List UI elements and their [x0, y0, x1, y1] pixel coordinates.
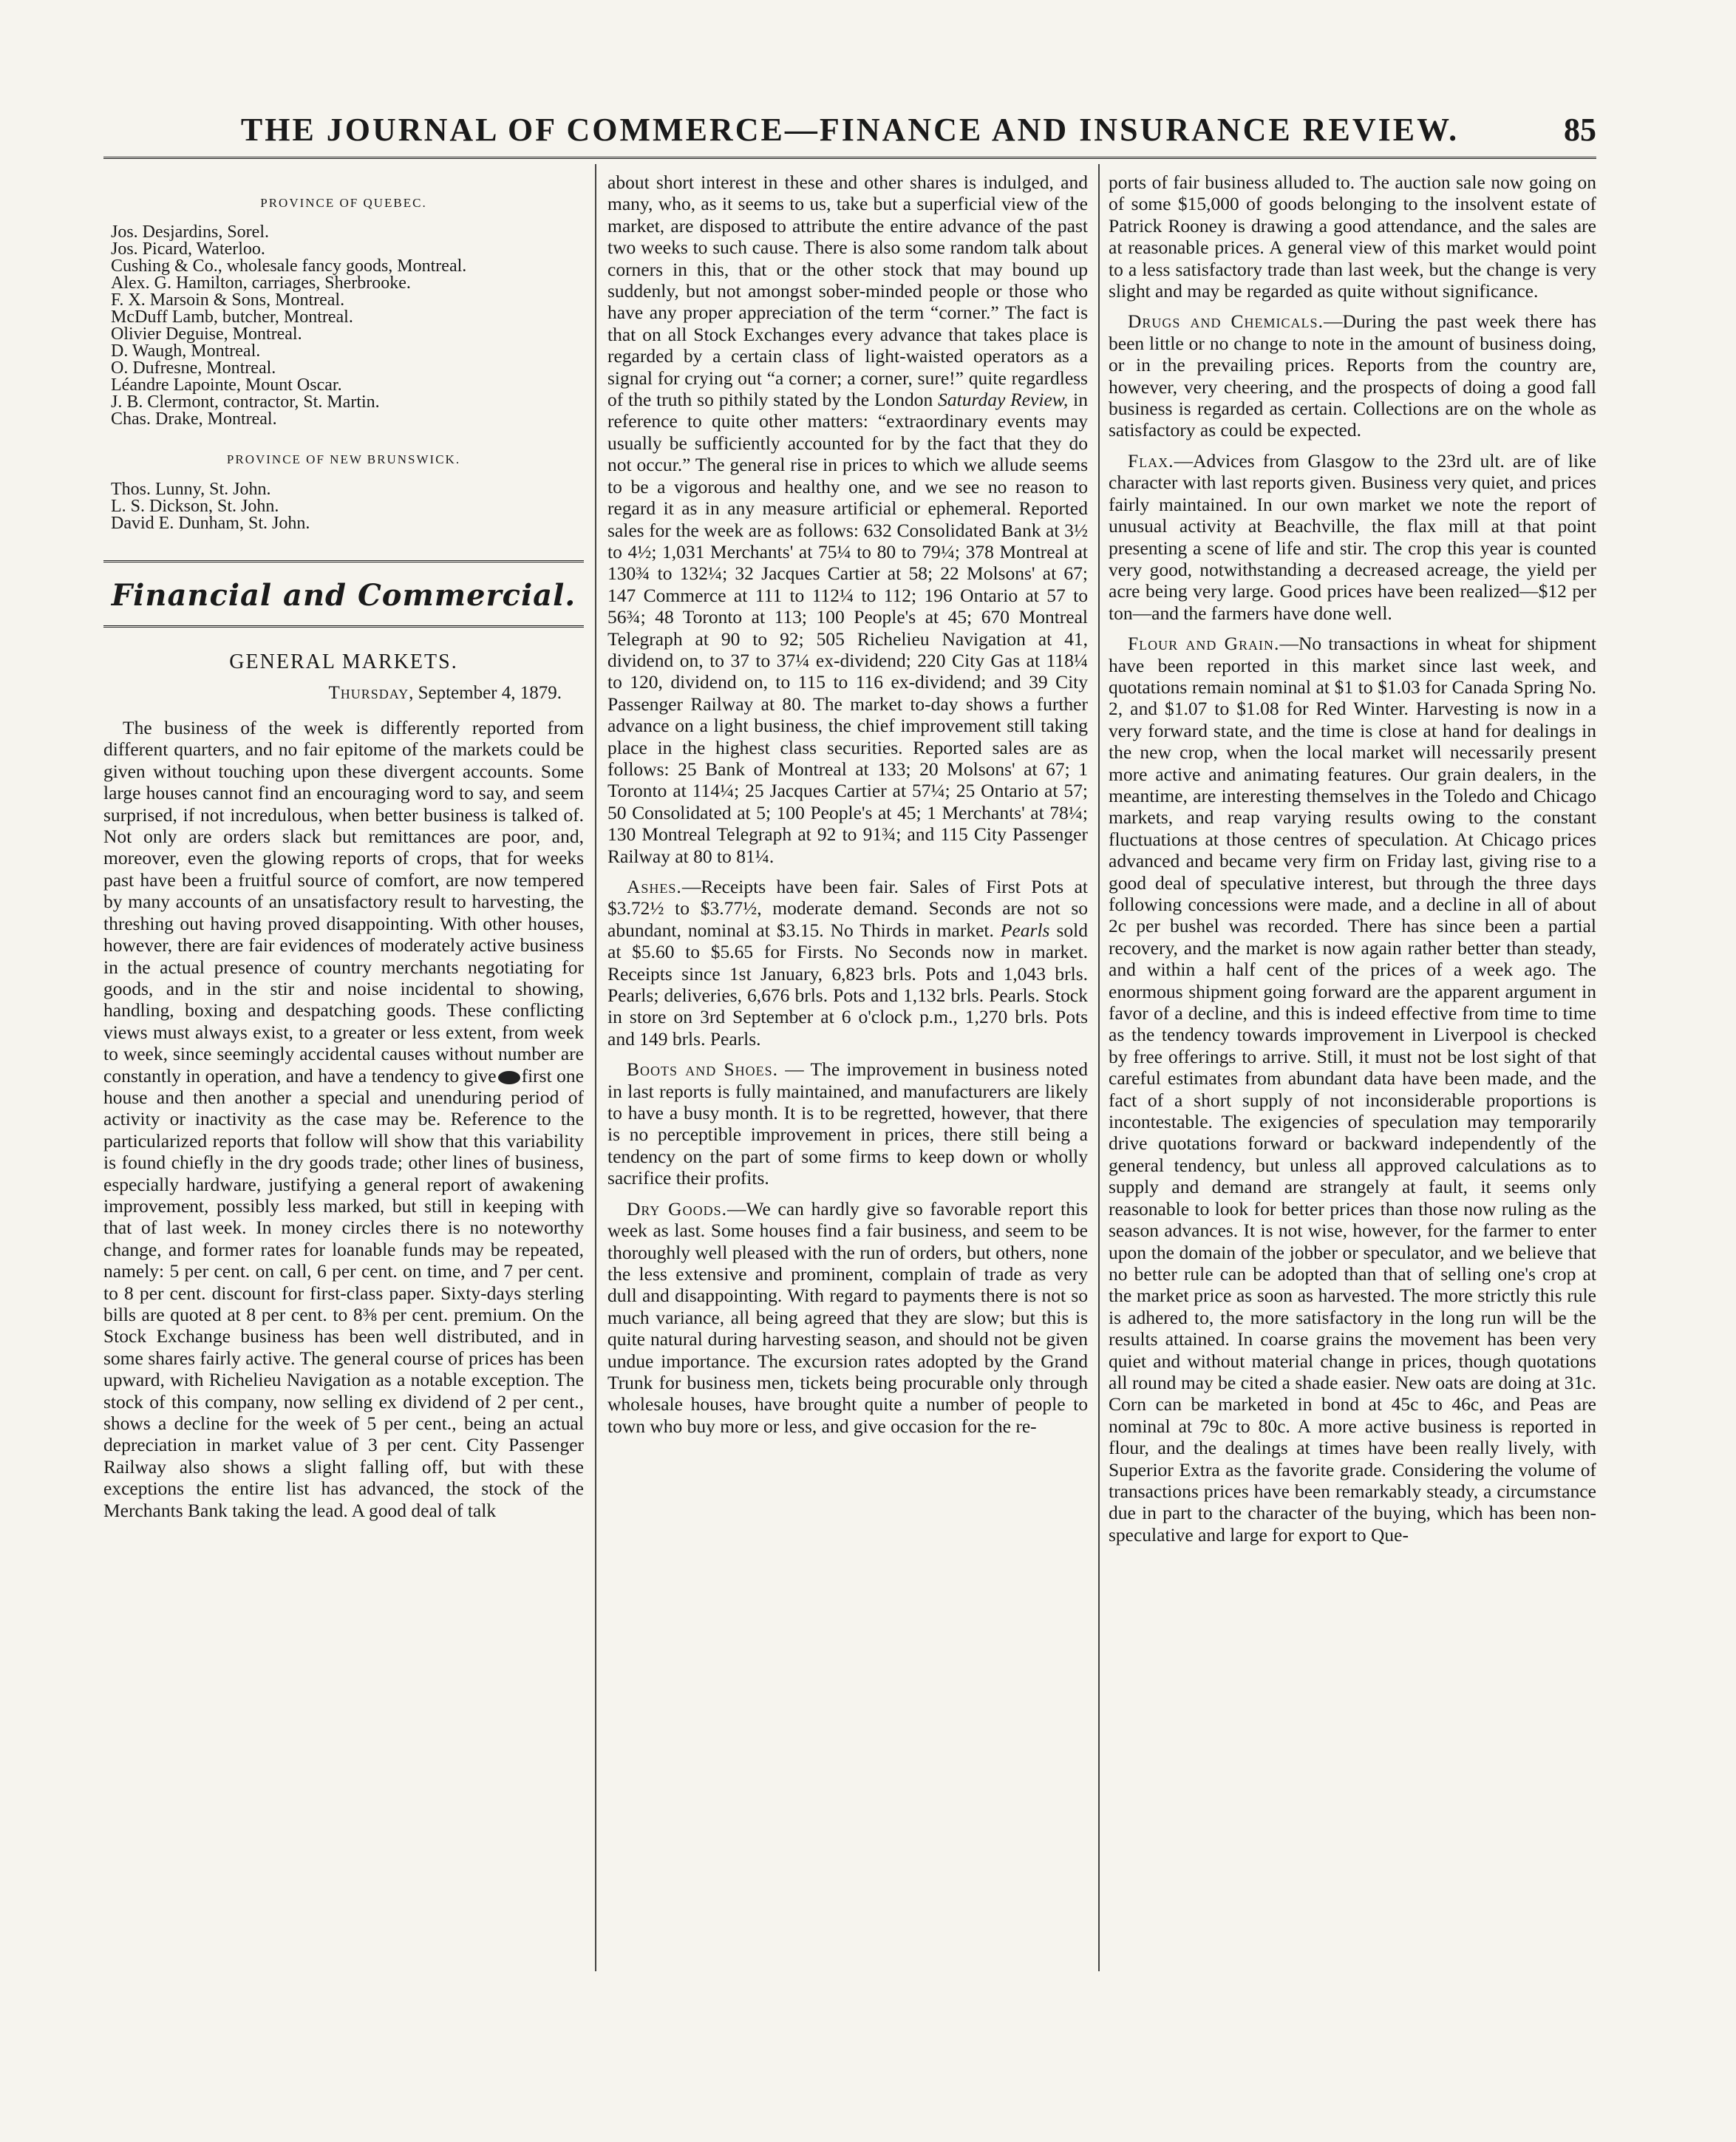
list-item: McDuff Lamb, butcher, Montreal. — [111, 307, 353, 327]
column-divider — [1098, 164, 1100, 1971]
list-item: Cushing & Co., wholesale fancy goods, Montreal. — [111, 256, 467, 276]
column-1 — [103, 171, 584, 1975]
paragraph-text: in reference to quite other matters: “extraordinary events may usually be sufficiently accounted for by the fact that they do not occur.” The general rise in prices to which we allude seems to be a vigorous and healthy one, and we see no reason to regard it as in any measure artificial or ephemeral. Reported sales for the week are as follows: 632 Consolidated Bank at 3½ to 4½; 1,031 Merchants' at 75¼ to 80 to 79¼; 378 Montreal at 130¾ to 132¼; 32 Jacques Cartier at 58; 22 Molsons' at 67; 147 Commerce at 111 to 112¼ to 112; 196 Ontario at 57 to 56¾; 48 Toronto at 113; 100 People's at 45; 670 Montreal Telegraph at 90 to 92; 505 Richelieu Navigation at 41, dividend on, to 37 to 37¼ ex-dividend; 220 City Gas at 118¼ to 120, dividend on, to 115 to 116 ex-dividend; and 39 City Passenger Railway at 80. The market to-day shows a further advance on a light business, the chief improvement still taking place in the highest class securities. Reported sales are as follows: 25 Bank of Montreal at 133; 20 Molsons' at 67; 1 Toronto at 114¼; 25 Jacques Cartier at 57¼; 25 Ontario at 57; 50 Consolidated at 5; 100 People's at 45; 1 Merchants' at 78¼; 130 Montreal Telegraph at 92 to 91¾; and 115 City Passenger Railway at 80 to 81¼. — [607, 389, 1088, 867]
report-heading: Flax. — [1128, 449, 1174, 472]
paragraph-text: sold at $5.60 to $5.65 for Firsts. No Seconds now in market. Receipts since 1st January, 6,823 brls. Pots and 1,043 brls. Pearls; deliveries, 6,676 brls. Pots and 1,132 brls. Pearls. Stock in store on 3rd September at 6 o'clock p.m., 1,270 brls. Pots and 149 brls. Pearls. — [607, 919, 1088, 1050]
dateline — [103, 682, 584, 704]
paragraph-text: about short interest in these and other shares is indulged, and many, who, as it seems to us, take but a superficial view of the market, are disposed to attribute the entire advance of the past two weeks to such cause. There is also some random talk about corners in this, that or the other stock that may bound up suddenly, but not amongst sober-minded people or those who have any proper appreciation of the term “corner.” The fact is that on all Stock Exchanges every advance that takes place is regarded by a certain class of light-waisted operators as a signal for crying out “a corner; a corner, sure!” quite regardless of the truth so pithily stated by the London — [607, 171, 1088, 411]
page-number: 85 — [1564, 112, 1596, 148]
province-heading-new-brunswick: PROVINCE OF NEW BRUNSWICK. — [226, 452, 461, 467]
list-item: David E. Dunham, St. John. — [111, 513, 310, 533]
ink-blot-mark — [498, 1071, 520, 1084]
paragraph-text: —No transactions in wheat for shipment have been reported in this market since last week, and quotations remain nominal at $1 to $1.03 for Canada Spring No. 2, and $1.07 to $1.08 for Red Winter. Harvesting is now in a very forward state, and the time is close at hand for dealings in the new crop, when the local market will necessarily present more active and animating features. Our grain dealers, in the meantime, are interesting themselves in the Toledo and Chicago markets, and reap varying results owing to the constant fluctuations at those centres of speculation. At Chicago prices advanced and became very firm on Friday last, giving rise to a good deal of speculative interest, but through the three days following concessions were made, and a decline in all of about 2c per bushel was recorded. There has since been a partial recovery, and the market is now again rather better than steady, and within a half cent of the prices of a week ago. The enormous shipment going forward are the apparent argument in favor of a decline, and this is indeed effective from time to time as the tendency towards improvement in Liverpool is checked by free offerings to arrive. Still, it must not be lost sight of that careful estimates from abundant data have been made, and the fact of a short supply of not inconsiderable proportions is incontestable. The exigencies of speculation may temporarily drive quotations forward or backward independently of the general tendency, but unless all approved calculations as to supply and demand are strangely at fault, it seems only reasonable to look for better prices than those now ruling as the season advances. It is not wise, however, for the farmer to enter upon the domain of the jobber or speculator, and we believe that no better rule can be adopted than that of selling one's crop at the market price as soon as harvested. The more strictly this rule is adhered to, the more satisfactory in the long run will be the results attained. In coarse grains the movement has been very quiet and without material change in prices, though quotations all round may be cited a shade easier. New oats are doing at 31c. Corn can be marketed in bond at 45c to 46c, and Peas are nominal at 79c to 80c. A more active business is reported in flour, and the dealings at times have been really lively, with Superior Extra as the favorite grade. Considering the volume of transactions prices have been remarkably steady, a circumstance due in part to the character of the buying, which has been non-speculative and large for export to Que- — [1109, 633, 1596, 1546]
article-paragraph — [607, 171, 1088, 867]
report-heading: Boots and Shoes. — [627, 1058, 779, 1081]
list-item: Chas. Drake, Montreal. — [111, 409, 277, 429]
insolvent-list-quebec — [111, 224, 584, 428]
insolvent-list-new-brunswick — [111, 481, 584, 532]
market-report-flax — [1109, 450, 1596, 624]
report-heading: Drugs and Chemicals. — [1128, 310, 1324, 333]
article-paragraph: ports of fair business alluded to. The auction sale now going on of some $15,000 of goods belonging to the insolvent estate of Patrick Rooney is drawing a good attendance, and the sales are at reasonable prices. A general view of this market would point to a less satisfactory trade than last week, but the change is very slight and may be regarded as quite without significance. — [1109, 171, 1596, 302]
list-item: O. Dufresne, Montreal. — [111, 358, 276, 378]
list-item: J. B. Clermont, contractor, St. Martin. — [111, 392, 380, 412]
column-divider — [595, 164, 596, 1971]
column-3 — [1109, 171, 1596, 1975]
report-heading: Flour and Grain. — [1128, 633, 1280, 655]
dateline-day: Thursday — [328, 682, 409, 703]
paragraph-text: The business of the week is differently reported from different quarters, and no fair epitome of the markets could be given without touching upon these divergent accounts. Some large houses cannot find an encouraging word to say, and seem surprised, if not incredulous, when better business is talked of. Not only are orders slack but remittances are poor, and, moreover, even the glowing reports of crops, that for weeks past have been a fruitful source of comfort, are now tempered by many accounts of an unsatisfactory result to harvesting, the threshing out having proved disappointing. With other houses, however, there are fair evidences of moderately active business in the actual presence of country merchants negotiating for goods, and in the stir and noise incidental to showing, handling, boxing and despatching goods. These conflicting views must always exist, to a greater or less extent, from week to week, since seemingly accidental causes without number are constantly in operation, and have a tendency to give — [103, 717, 584, 1087]
header-rule — [103, 157, 1596, 159]
list-item: F. X. Marsoin & Sons, Montreal. — [111, 290, 345, 310]
paragraph-italic: Pearls — [1000, 919, 1050, 941]
paragraph-text: —Receipts have been fair. Sales of First Pots at $3.72½ to $3.77½, moderate demand. Seconds are not so abundant, nominal at $3.15. No Thirds in market. — [607, 876, 1088, 941]
market-report-flour-and-grain — [1109, 633, 1596, 1546]
province-heading-quebec: PROVINCE OF QUEBEC. — [260, 196, 427, 210]
paragraph-text: —We can hardly give so favorable report this week as last. Some houses find a fair business, and seem to be thoroughly well pleased with the run of orders, but others, none the less extensive and prominent, complain of trade as very dull and disappointing. With regard to payments there is not so much variance, all being agreed that they are slow; but this is quite natural during harvesting season, and should not be given undue importance. The excursion rates adopted by the Grand Trunk for business men, tickets being procurable only through wholesale houses, have brought quite a number of people to town who buy more or less, and give occasion for the re- — [607, 1197, 1088, 1437]
publication-title: Saturday Review, — [938, 389, 1069, 411]
list-item: Jos. Picard, Waterloo. — [111, 239, 265, 259]
article-paragraph — [103, 717, 584, 1521]
list-item: Jos. Desjardins, Sorel. — [111, 222, 269, 242]
market-report-ashes — [607, 876, 1088, 1050]
list-item: Olivier Deguise, Montreal. — [111, 324, 302, 344]
report-heading: Ashes. — [627, 876, 682, 897]
paragraph-text: — The improvement in business noted in last reports is fully maintained, and manufacturers are likely to have a busy month. It is to be regretted, however, that there is no perceptible improvement in prices, there still being a tendency on the part of some firms to keep down or wholly sacrifice their profits. — [607, 1058, 1088, 1189]
market-report-boots-and-shoes — [607, 1058, 1088, 1189]
list-item: Léandre Lapointe, Mount Oscar. — [111, 375, 342, 395]
list-item: D. Waugh, Montreal. — [111, 341, 261, 361]
article-heading: GENERAL MARKETS. — [229, 650, 458, 674]
paragraph-text: —Advices from Glasgow to the 23rd ult. are of like character with last reports given. Business very quiet, and prices fairly maintained. In our own market we note the report of unusual activity at Beachville, the flax mill at that point presenting a scene of life and stir. The crop this year is counted very good, notwithstanding a decreased acreage, the yield per acre being very large. Good prices have been realized—$12 per ton—and the farmers have done well. — [1109, 449, 1596, 624]
running-title: THE JOURNAL OF COMMERCE—FINANCE AND INSURANCE REVIEW. — [240, 112, 1460, 148]
market-report-drugs-and-chemicals — [1109, 310, 1596, 441]
list-item: L. S. Dickson, St. John. — [111, 496, 279, 516]
list-item: Alex. G. Hamilton, carriages, Sherbrooke. — [111, 273, 411, 293]
dateline-date: , September 4, 1879. — [409, 682, 562, 703]
list-item: Thos. Lunny, St. John. — [111, 479, 271, 499]
column-2 — [607, 171, 1088, 1975]
market-report-dry-goods — [607, 1198, 1088, 1437]
page-header — [103, 111, 1596, 155]
paragraph-text: first one house and then another a special and unenduring period of activity or inactivity as the case may be. Reference to the particularized reports that follow will show that this variability is found chiefly in the dry goods trade; other lines of business, especially hardware, justifying a general report of awakening improvement, possibly less marked, but still in keeping with that of last week. In money circles there is no noteworthy change, and former rates for loanable funds may be repeated, namely: 5 per cent. on call, 6 per cent. on time, and 7 per cent. to 8 per cent. discount for first-class paper. Sixty-days sterling bills are quoted at 8 per cent. to 8⅜ per cent. premium. On the Stock Exchange business has been well distributed, and in some shares fairly active. The general course of prices has been upward, with Richelieu Navigation as a notable exception. The stock of this company, now selling ex dividend of 2 per cent., shows a decline for the week of 5 per cent., being an actual depreciation in market value of 3 per cent. City Passenger Railway also shows a slight falling off, but with these exceptions the entire list has advanced, the stock of the Merchants Bank taking the lead. A good deal of talk — [103, 1064, 584, 1521]
report-heading: Dry Goods. — [627, 1197, 727, 1220]
section-title: Financial and Commercial. — [103, 560, 584, 628]
paragraph-text: —During the past week there has been little or no change to note in the amount of business doing, or in the prevailing prices. Reports from the country are, however, very cheering, and the prospects of doing a good fall business is regarded as certain. Collections are on the whole as satisfactory as could be expected. — [1109, 310, 1596, 441]
